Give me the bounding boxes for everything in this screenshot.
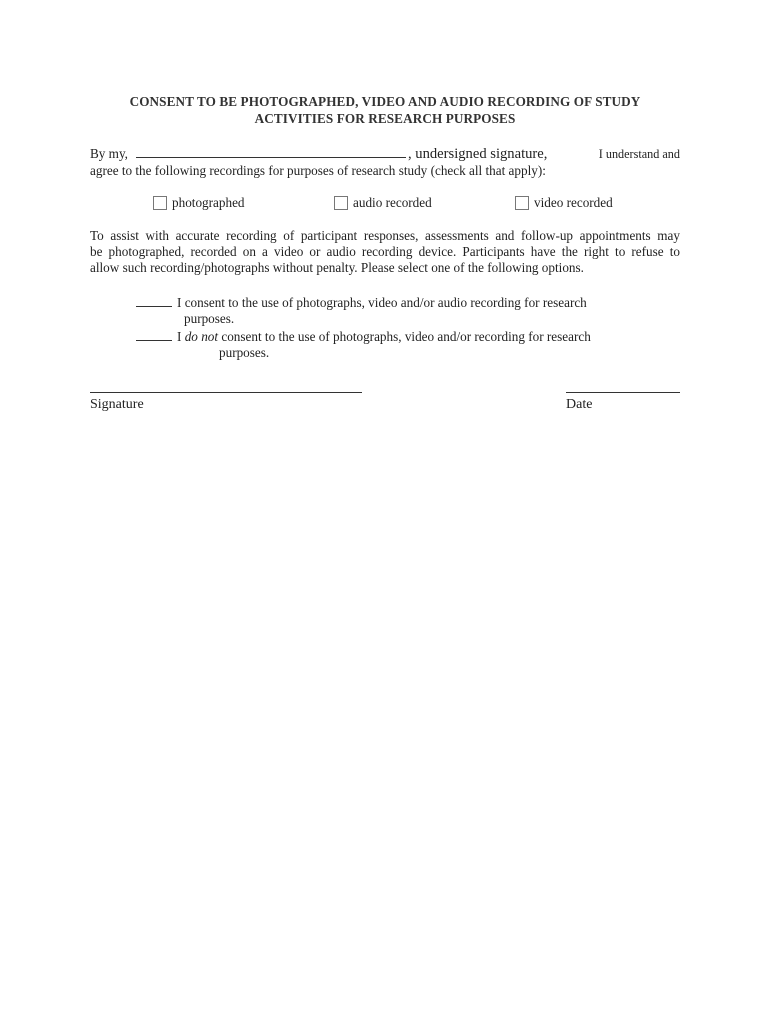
form-title-line-2: ACTIVITIES FOR RESEARCH PURPOSES <box>254 110 516 126</box>
option-no-consent-initial-field[interactable] <box>136 328 172 341</box>
option-no-consent-line-2: purposes. <box>219 345 270 360</box>
checkbox-audio-recorded[interactable] <box>334 196 348 210</box>
option-consent <box>136 294 587 311</box>
intro-line-2: agree to the following recordings for purposes of research study (check all that apply): <box>90 163 546 178</box>
checkbox-video-recorded[interactable] <box>515 196 529 210</box>
date-field[interactable] <box>566 392 680 393</box>
checkbox-video-recorded-row[interactable] <box>515 195 613 211</box>
checkbox-video-recorded-label: video recorded <box>534 195 613 210</box>
intro-undersigned: , undersigned signature, <box>407 146 548 162</box>
date-label: Date <box>566 397 593 412</box>
intro-by-my: By my, <box>90 146 128 161</box>
intro-i-understand: I understand and <box>598 147 680 161</box>
paragraph-line-3: allow such recording/photographs without penalty. Please select one of the following options. <box>90 260 584 275</box>
option-no-consent-prefix: I <box>177 329 185 344</box>
checkbox-audio-recorded-label: audio recorded <box>353 195 432 210</box>
participant-name-field[interactable] <box>136 144 406 158</box>
paragraph-line-2: be photographed, recorded on a video or audio recording device. Participants have the right to refuse to <box>90 244 680 259</box>
checkbox-photographed[interactable] <box>153 196 167 210</box>
checkbox-audio-recorded-row[interactable] <box>334 195 432 211</box>
option-consent-line-2: purposes. <box>184 311 235 326</box>
intro-line-1 <box>90 144 680 162</box>
option-no-consent-text: consent to the use of photographs, video and/or recording for research <box>218 329 591 344</box>
option-consent-text: I consent to the use of photographs, video and/or audio recording for research <box>177 295 587 310</box>
checkbox-photographed-label: photographed <box>172 195 245 210</box>
paragraph-line-1: To assist with accurate recording of participant responses, assessments and follow-up appointments may <box>90 228 680 243</box>
signature-field[interactable] <box>90 392 362 393</box>
option-no-consent <box>136 328 591 345</box>
option-no-consent-emphasis: do not <box>184 329 219 344</box>
checkbox-photographed-row[interactable] <box>153 195 245 211</box>
form-title-line-1: CONSENT TO BE PHOTOGRAPHED, VIDEO AND AUDIO RECORDING OF STUDY <box>129 94 641 109</box>
signature-label: Signature <box>90 397 144 412</box>
form-title <box>90 94 680 127</box>
option-consent-initial-field[interactable] <box>136 294 172 307</box>
